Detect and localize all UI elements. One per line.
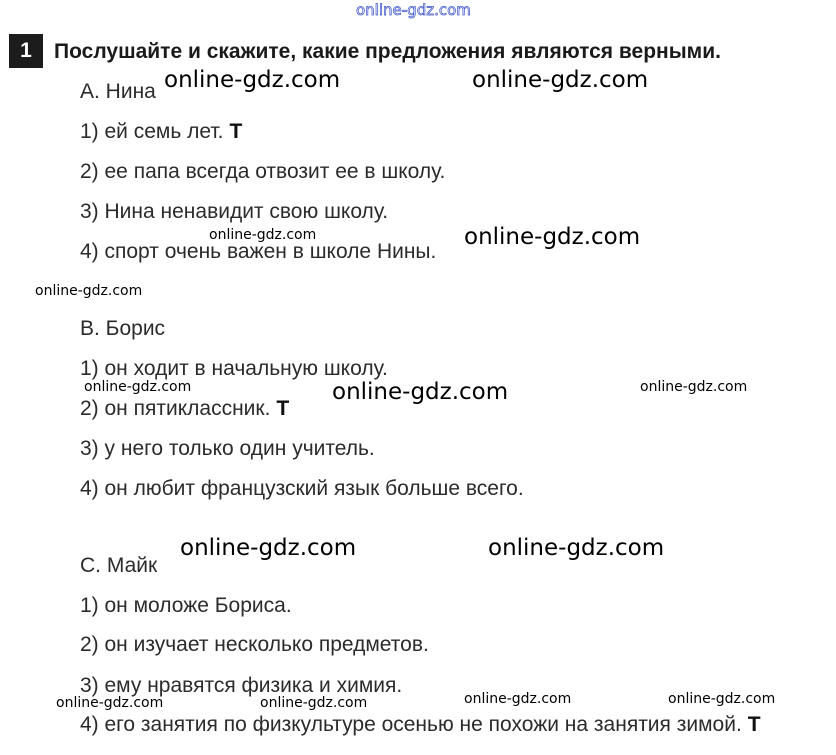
watermark: online-gdz.com bbox=[332, 379, 509, 405]
top-watermark: online-gdz.com bbox=[356, 1, 471, 19]
list-item bbox=[80, 119, 242, 145]
list-item bbox=[80, 476, 530, 502]
watermark: online-gdz.com bbox=[464, 691, 572, 707]
section-c-heading: C. Майк bbox=[80, 554, 158, 577]
watermark: online-gdz.com bbox=[209, 227, 317, 243]
list-item bbox=[80, 396, 289, 422]
section-b-heading: B. Борис bbox=[80, 317, 166, 340]
statement-text: 1) он моложе Бориса. bbox=[80, 594, 292, 617]
statement-text: 1) ей семь лет. bbox=[80, 120, 224, 143]
statement-text: 4) спорт очень важен в школе Нины. bbox=[80, 240, 437, 263]
list-item bbox=[80, 712, 761, 738]
list-item bbox=[80, 632, 435, 658]
watermark: online-gdz.com bbox=[35, 283, 143, 299]
list-item bbox=[80, 199, 394, 225]
list-item bbox=[80, 159, 451, 185]
statement-text: 2) он пятиклассник. bbox=[80, 397, 271, 420]
list-item bbox=[80, 593, 298, 619]
statement-text: 4) его занятия по физкультуре осенью не похожи на занятия зимой. bbox=[80, 713, 742, 736]
true-mark: T bbox=[276, 397, 290, 420]
watermark: online-gdz.com bbox=[180, 535, 357, 561]
statement-text: 3) Нина ненавидит свою школу. bbox=[80, 200, 389, 223]
section-a-heading: A. Нина bbox=[80, 80, 156, 103]
watermark: online-gdz.com bbox=[488, 535, 665, 561]
watermark: online-gdz.com bbox=[472, 67, 649, 93]
watermark: online-gdz.com bbox=[84, 379, 192, 395]
statement-text: 3) ему нравятся физика и химия. bbox=[80, 674, 403, 697]
true-mark: T bbox=[747, 713, 761, 736]
task-title: Послушайте и скажите, какие предложения являются верными. bbox=[54, 40, 721, 63]
statement-text: 2) ее папа всегда отвозит ее в школу. bbox=[80, 160, 446, 183]
true-mark: T bbox=[229, 120, 243, 143]
watermark: online-gdz.com bbox=[56, 695, 164, 711]
statement-text: 2) он изучает несколько предметов. bbox=[80, 633, 429, 656]
watermark: online-gdz.com bbox=[668, 691, 776, 707]
statement-text: 1) он ходит в начальную школу. bbox=[80, 357, 388, 380]
watermark: online-gdz.com bbox=[260, 695, 368, 711]
watermark: online-gdz.com bbox=[164, 67, 341, 93]
statement-text: 3) у него только один учитель. bbox=[80, 437, 375, 460]
task-number-badge: 1 bbox=[9, 34, 43, 68]
watermark: online-gdz.com bbox=[464, 224, 641, 250]
statement-text: 4) он любит французский язык больше всего. bbox=[80, 477, 524, 500]
list-item bbox=[80, 436, 381, 462]
watermark: online-gdz.com bbox=[640, 379, 748, 395]
